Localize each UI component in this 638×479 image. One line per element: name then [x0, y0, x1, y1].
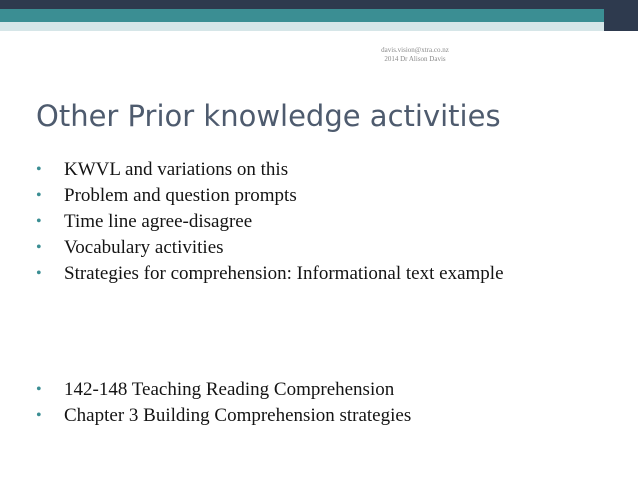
footer-copyright: 2014 Dr Alison Davis	[384, 55, 446, 63]
slide-footer	[360, 46, 470, 64]
bullet-list-references	[36, 378, 596, 430]
bullet-item	[36, 158, 596, 181]
header-band-dark	[0, 0, 638, 9]
bullet-text: Time line agree-disagree	[64, 211, 253, 232]
bullet-text: Vocabulary activities	[64, 237, 224, 258]
bullet-list-primary	[36, 158, 596, 288]
header-band-corner	[604, 0, 638, 31]
slide-title: Other Prior knowledge activities	[36, 99, 501, 133]
bullet-text: 142-148 Teaching Reading Comprehension	[64, 379, 395, 400]
bullet-text: KWVL and variations on this	[64, 159, 289, 180]
bullet-item	[36, 236, 596, 259]
bullet-item	[36, 378, 596, 401]
bullet-item	[36, 184, 596, 207]
bullet-item	[36, 404, 596, 427]
bullet-dot-icon: •	[36, 381, 42, 398]
bullet-dot-icon: •	[36, 265, 42, 282]
bullet-item	[36, 210, 596, 233]
bullet-dot-icon: •	[36, 407, 42, 424]
bullet-dot-icon: •	[36, 161, 42, 178]
bullet-text: Chapter 3 Building Comprehension strategies	[64, 405, 412, 426]
bullet-dot-icon: •	[36, 239, 42, 256]
header-band-light	[0, 22, 638, 31]
bullet-text: Problem and question prompts	[64, 185, 297, 206]
bullet-item	[36, 262, 596, 285]
footer-email: davis.vision@xtra.co.nz	[381, 46, 449, 54]
bullet-dot-icon: •	[36, 213, 42, 230]
bullet-dot-icon: •	[36, 187, 42, 204]
bullet-text: Strategies for comprehension: Informational text example	[64, 263, 504, 284]
